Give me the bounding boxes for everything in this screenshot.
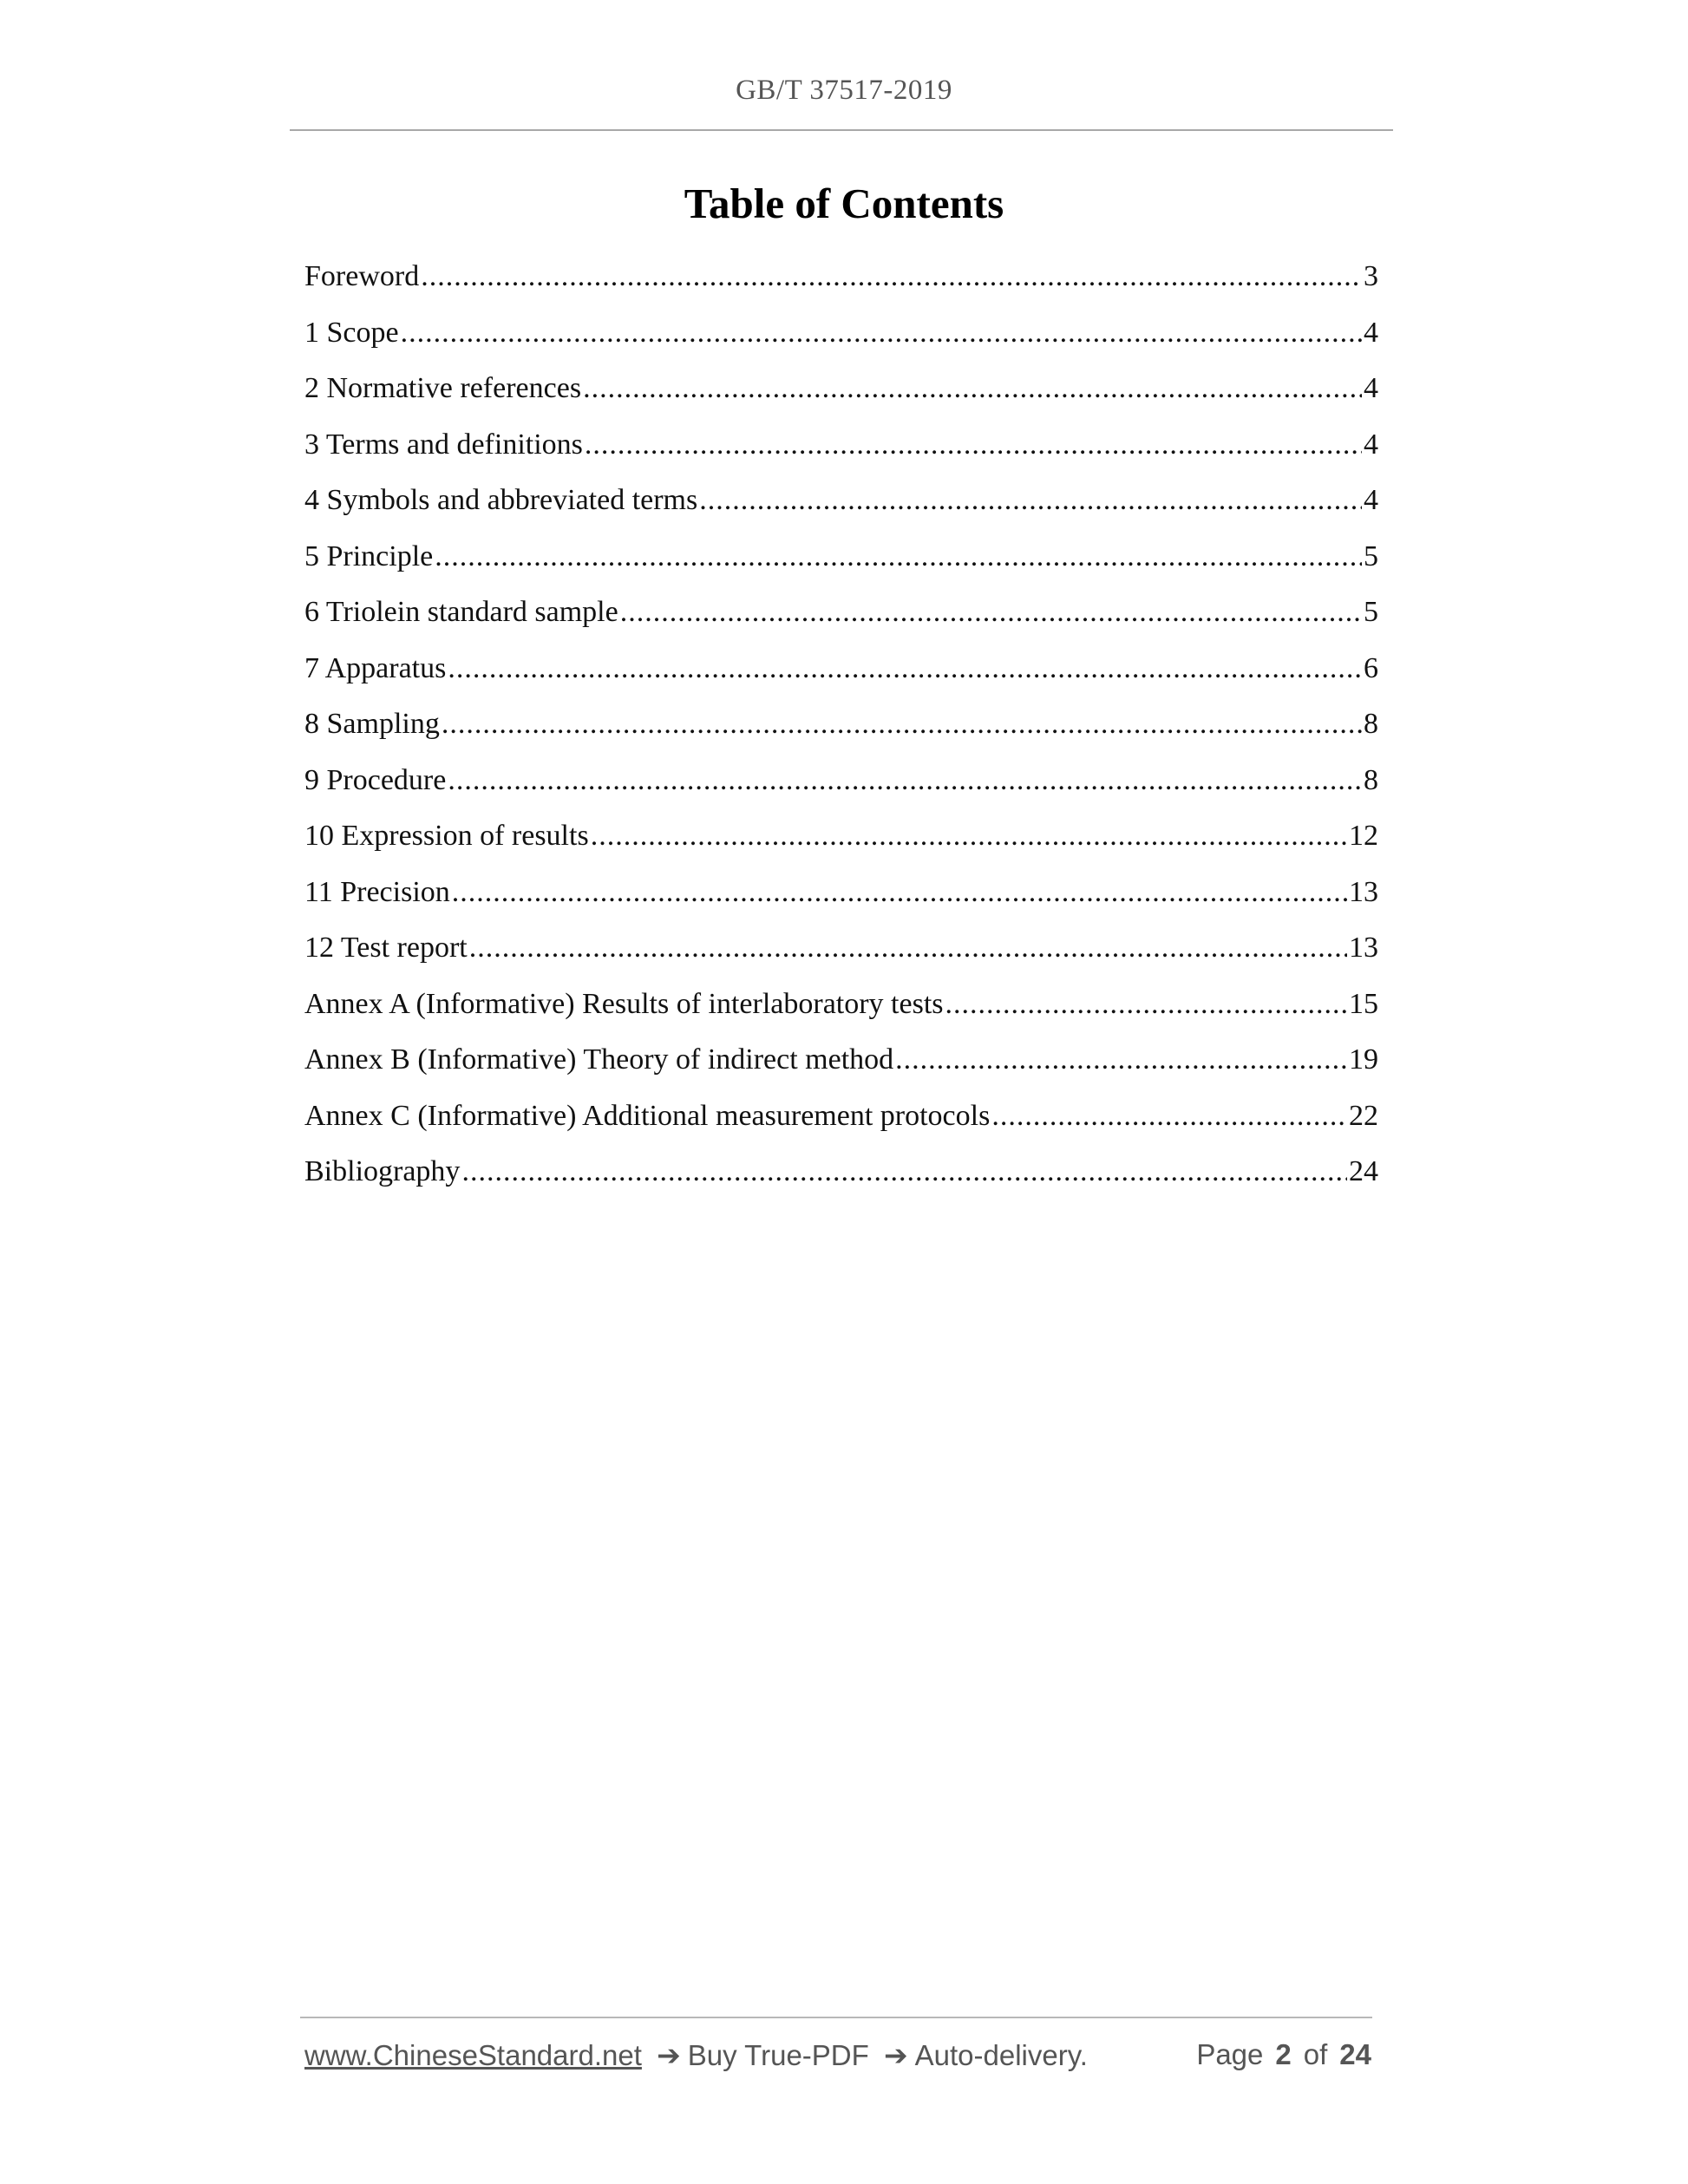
toc-entry-bibliography[interactable] [304,1155,1378,1212]
toc-entry-page: 12 [1349,820,1378,852]
toc-entry-precision[interactable] [304,876,1378,932]
toc-entry-apparatus[interactable] [304,652,1378,709]
toc-entry-label: 1 Scope [304,316,399,349]
toc-entry-page: 19 [1349,1043,1378,1076]
toc-entry-principle[interactable] [304,540,1378,597]
toc-entry-annex-a[interactable] [304,988,1378,1044]
page-word: Page [1196,2038,1264,2070]
page-number [1196,2038,1371,2071]
toc-entry-label: Foreword [304,260,420,292]
dot-leader [945,988,1348,1021]
toc-entry-page: 6 [1364,651,1378,684]
toc-entry-foreword[interactable] [304,260,1378,317]
buy-true-pdf-text: Buy True-PDF [687,2039,869,2071]
dot-leader [620,596,1362,629]
page-footer [304,2038,1371,2082]
toc-entry-page: 24 [1349,1155,1378,1187]
toc-entry-page: 4 [1364,428,1378,461]
toc-entry-label: 9 Procedure [304,763,447,796]
toc-entry-label: Annex C (Informative) Additional measurement protocols [304,1099,991,1132]
toc-entry-label: 8 Sampling [304,708,440,740]
toc-entry-page: 15 [1349,987,1378,1020]
toc-list [304,260,1378,1212]
toc-entry-label: 12 Test report [304,932,468,964]
dot-leader [421,260,1362,293]
dot-leader [448,652,1362,685]
toc-entry-page: 22 [1349,1099,1378,1132]
dot-leader [585,428,1362,461]
toc-entry-page: 13 [1349,875,1378,908]
toc-entry-label: Annex A (Informative) Results of interlaboratory tests [304,987,944,1020]
total-pages-number: 24 [1339,2038,1371,2070]
toc-entry-label: 2 Normative references [304,372,582,404]
footer-promo [304,2038,1088,2072]
current-page-number: 2 [1275,2038,1292,2070]
toc-entry-page: 3 [1364,260,1378,292]
toc-entry-page: 5 [1364,596,1378,628]
toc-entry-label: 5 Principle [304,539,434,572]
toc-entry-label: Annex B (Informative) Theory of indirect method [304,1043,894,1076]
toc-entry-label: 10 Expression of results [304,820,589,852]
toc-entry-page: 4 [1364,484,1378,516]
right-arrow-icon: ➔ [883,2039,908,2071]
toc-entry-terms-and-definitions[interactable] [304,428,1378,485]
dot-leader [442,708,1362,741]
toc-entry-procedure[interactable] [304,764,1378,821]
dot-leader [448,764,1362,797]
auto-delivery-text: Auto-delivery. [914,2039,1088,2071]
of-word: of [1303,2038,1328,2070]
document-code: GB/T 37517-2019 [736,75,952,106]
toc-entry-label: 7 Apparatus [304,651,447,684]
dot-leader [591,820,1347,853]
toc-entry-page: 8 [1364,708,1378,740]
toc-entry-annex-b[interactable] [304,1043,1378,1100]
toc-entry-label: 4 Symbols and abbreviated terms [304,484,698,516]
toc-entry-sampling[interactable] [304,708,1378,764]
dot-leader [469,932,1347,964]
toc-entry-page: 8 [1364,763,1378,796]
toc-entry-symbols[interactable] [304,484,1378,540]
toc-entry-page: 4 [1364,316,1378,349]
toc-entry-annex-c[interactable] [304,1100,1378,1156]
dot-leader [461,1155,1347,1188]
toc-entry-page: 13 [1349,932,1378,964]
footer-divider [300,2017,1372,2018]
website-link[interactable]: www.ChineseStandard.net [304,2039,642,2071]
toc-entry-label: 6 Triolein standard sample [304,596,618,628]
dot-leader [583,372,1362,405]
toc-entry-page: 4 [1364,372,1378,404]
dot-leader [401,317,1362,350]
dot-leader [895,1043,1347,1076]
dot-leader [452,876,1347,909]
dot-leader [991,1100,1347,1133]
toc-entry-scope[interactable] [304,317,1378,373]
dot-leader [435,540,1362,573]
toc-entry-label: 3 Terms and definitions [304,428,583,461]
toc-entry-triolein-standard-sample[interactable] [304,596,1378,652]
right-arrow-icon: ➔ [657,2039,681,2071]
toc-entry-page: 5 [1364,539,1378,572]
toc-title: Table of Contents [684,180,1004,227]
toc-entry-label: Bibliography [304,1155,461,1187]
toc-entry-normative-references[interactable] [304,372,1378,428]
toc-entry-expression-of-results[interactable] [304,820,1378,876]
dot-leader [699,484,1362,517]
toc-entry-label: 11 Precision [304,875,450,908]
toc-entry-test-report[interactable] [304,932,1378,988]
header-divider [290,129,1393,131]
